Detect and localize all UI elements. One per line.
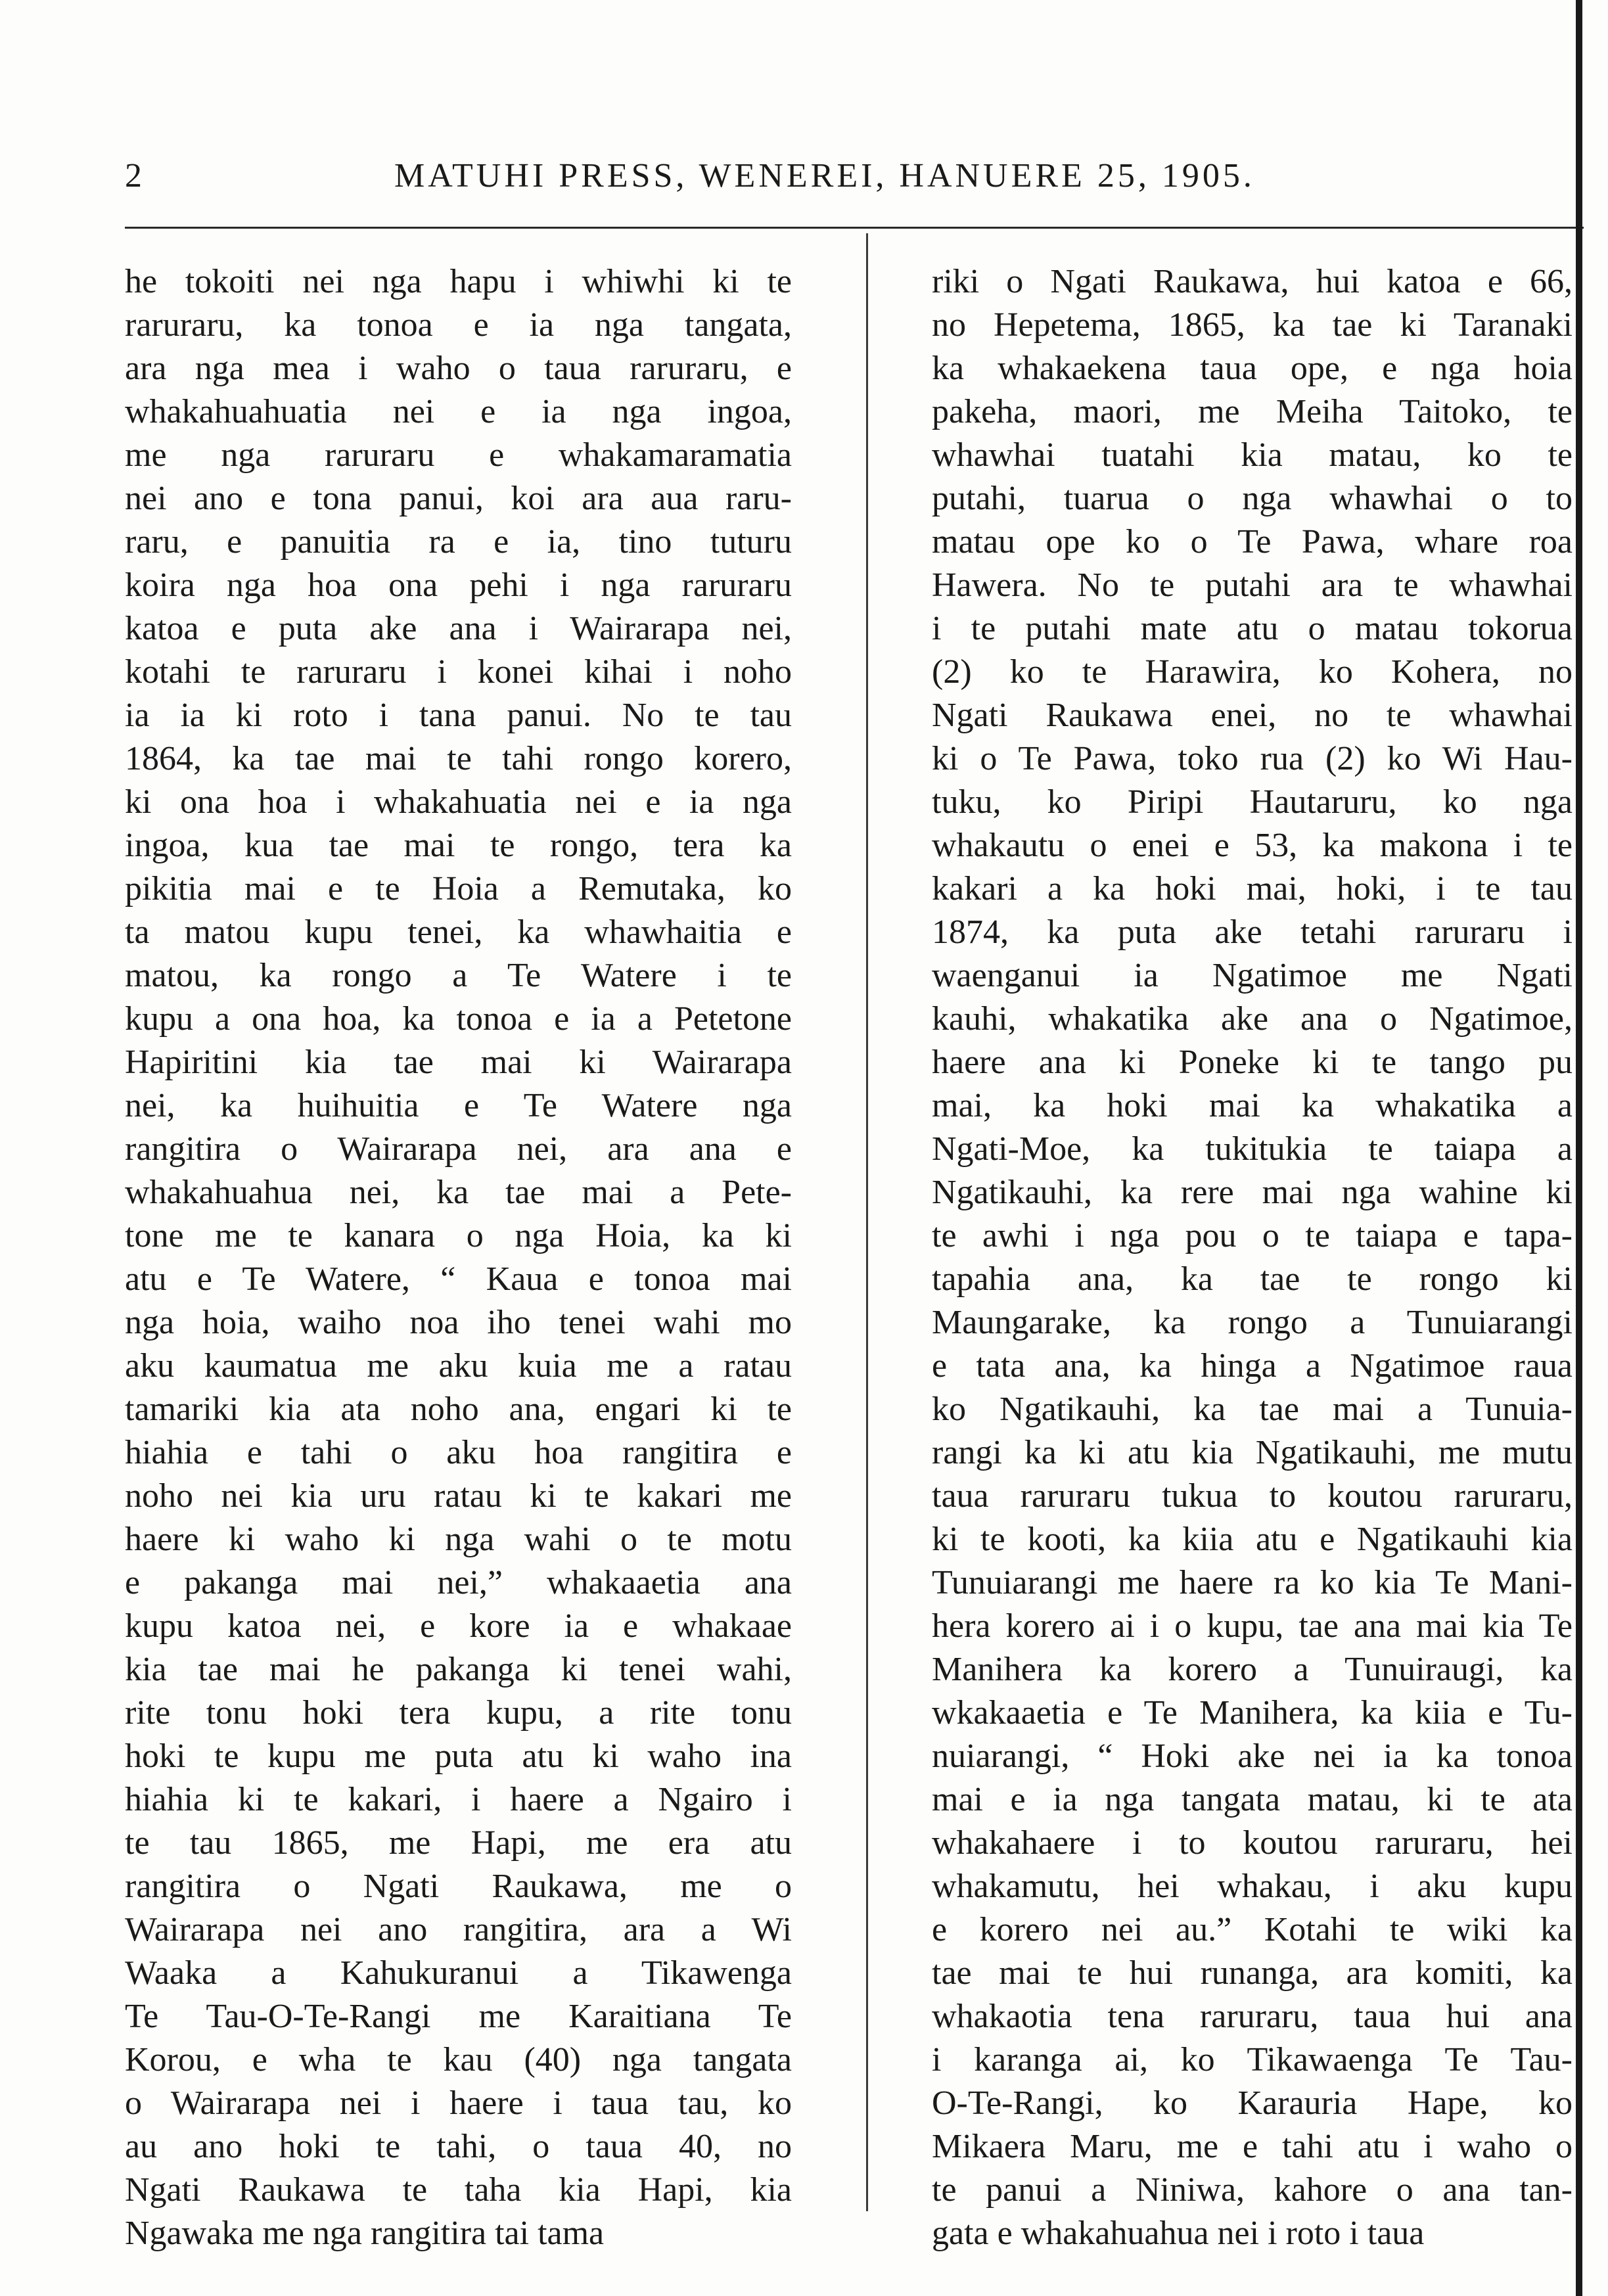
text-line: putahi, tuarua o nga whawhai o to <box>932 480 1573 517</box>
text-line: waenganui ia Ngatimoe me Ngati <box>932 957 1573 994</box>
text-line: O-Te-Rangi, ko Karauria Hape, ko <box>932 2084 1573 2122</box>
text-line: kotahi te raruraru i konei kihai i noho <box>125 653 792 691</box>
text-line: 1864, ka tae mai te tahi rongo korero, <box>125 740 792 777</box>
text-line: riki o Ngati Raukawa, hui katoa e 66, <box>932 263 1573 300</box>
text-line: Hapiritini kia tae mai ki Wairarapa <box>125 1044 792 1081</box>
scan-edge-mark <box>1576 0 1582 2296</box>
text-line: ia ia ki roto i tana panui. No te tau <box>125 697 792 734</box>
text-line: ingoa, kua tae mai te rongo, tera ka <box>125 827 792 864</box>
text-line: ka whakaekena taua ope, e nga hoia <box>932 350 1573 387</box>
text-line: kauhi, whakatika ake ana o Ngatimoe, <box>932 1000 1573 1038</box>
text-line: whakahaere i to koutou raruraru, hei <box>932 1824 1573 1862</box>
text-line: koira nga hoa ona pehi i nga raruraru <box>125 566 792 604</box>
text-line: Wairarapa nei ano rangitira, ara a Wi <box>125 1911 792 1948</box>
text-line: mai e ia nga tangata matau, ki te ata <box>932 1781 1573 1818</box>
text-line: haere ana ki Poneke ki te tango pu <box>932 1044 1573 1081</box>
right-column <box>932 260 1573 2255</box>
text-line: hiahia ki te kakari, i haere a Ngairo i <box>125 1781 792 1818</box>
text-line: whakautu o enei e 53, ka makona i te <box>932 827 1573 864</box>
text-line: Manihera ka korero a Tunuiraugi, ka <box>932 1651 1573 1688</box>
left-column <box>125 260 792 2255</box>
text-line: nei ano e tona panui, koi ara aua raru- <box>125 480 792 517</box>
text-line: whakaotia tena raruraru, taua hui ana <box>932 1998 1573 2035</box>
text-line: ki ona hoa i whakahuatia nei e ia nga <box>125 783 792 821</box>
text-line: ki te kooti, ka kiia atu e Ngatikauhi kia <box>932 1521 1573 1558</box>
text-line: he tokoiti nei nga hapu i whiwhi ki te <box>125 263 792 300</box>
text-line: rangitira o Ngati Raukawa, me o <box>125 1868 792 1905</box>
text-line: raruraru, ka tonoa e ia nga tangata, <box>125 306 792 344</box>
text-line: hoki te kupu me puta atu ki waho ina <box>125 1737 792 1775</box>
text-line: Ngati Raukawa te taha kia Hapi, kia <box>125 2171 792 2209</box>
text-line: pakeha, maori, me Meiha Taitoko, te <box>932 393 1573 430</box>
text-line: ki o Te Pawa, toko rua (2) ko Wi Hau- <box>932 740 1573 777</box>
text-line: nuiarangi, “ Hoki ake nei ia ka tonoa <box>932 1737 1573 1775</box>
text-line: nei, ka huihuitia e Te Watere nga <box>125 1087 792 1124</box>
text-line: kia tae mai he pakanga ki tenei wahi, <box>125 1651 792 1688</box>
text-line: Mikaera Maru, me e tahi atu i waho o <box>932 2128 1573 2165</box>
text-line: i karanga ai, ko Tikawaenga Te Tau- <box>932 2041 1573 2078</box>
text-line: te panui a Niniwa, kahore o ana tan- <box>932 2171 1573 2209</box>
text-line: mai, ka hoki mai ka whakatika a <box>932 1087 1573 1124</box>
text-line: rangi ka ki atu kia Ngatikauhi, me mutu <box>932 1434 1573 1471</box>
text-line: whakamutu, hei whakau, i aku kupu <box>932 1868 1573 1905</box>
text-line: o Wairarapa nei i haere i taua tau, ko <box>125 2084 792 2122</box>
text-line: e tata ana, ka hinga a Ngatimoe raua <box>932 1347 1573 1385</box>
text-line: Ngati-Moe, ka tukitukia te taiapa a <box>932 1130 1573 1168</box>
text-line: rite tonu hoki tera kupu, a rite tonu <box>125 1694 792 1732</box>
text-line: taua raruraru tukua to koutou raruraru, <box>932 1477 1573 1515</box>
text-line: katoa e puta ake ana i Wairarapa nei, <box>125 610 792 647</box>
page-header <box>125 156 1439 202</box>
text-line: wkakaaetia e Te Manihera, ka kiia e Tu- <box>932 1694 1573 1732</box>
text-line: hera korero ai i o kupu, tae ana mai kia Te <box>932 1607 1573 1645</box>
text-line: kakari a ka hoki mai, hoki, i te tau <box>932 870 1573 907</box>
text-line: Ngati Raukawa enei, no te whawhai <box>932 697 1573 734</box>
text-line: e korero nei au.” Kotahi te wiki ka <box>932 1911 1573 1948</box>
text-line: haere ki waho ki nga wahi o te motu <box>125 1521 792 1558</box>
text-line: whawhai tuatahi kia matau, ko te <box>932 436 1573 474</box>
column-divider <box>866 233 868 2211</box>
text-line: au ano hoki te tahi, o taua 40, no <box>125 2128 792 2165</box>
text-line: i te putahi mate atu o matau tokorua <box>932 610 1573 647</box>
text-line: tae mai te hui runanga, ara komiti, ka <box>932 1954 1573 1992</box>
text-line: te awhi i nga pou o te taiapa e tapa- <box>932 1217 1573 1254</box>
text-line: me nga raruraru e whakamaramatia <box>125 436 792 474</box>
text-line: nga hoia, waiho noa iho tenei wahi mo <box>125 1304 792 1341</box>
header-rule <box>125 227 1584 229</box>
text-line: ko Ngatikauhi, ka tae mai a Tunuia- <box>932 1390 1573 1428</box>
text-line: Tunuiarangi me haere ra ko kia Te Mani- <box>932 1564 1573 1601</box>
text-line: Korou, e wha te kau (40) nga tangata <box>125 2041 792 2078</box>
text-line: pikitia mai e te Hoia a Remutaka, ko <box>125 870 792 907</box>
text-line: tamariki kia ata noho ana, engari ki te <box>125 1390 792 1428</box>
text-line: kupu katoa nei, e kore ia e whakaae <box>125 1607 792 1645</box>
text-line: 1874, ka puta ake tetahi raruraru i <box>932 913 1573 951</box>
text-line: tuku, ko Piripi Hautaruru, ko nga <box>932 783 1573 821</box>
text-line: whakahuahuatia nei e ia nga ingoa, <box>125 393 792 430</box>
text-line: noho nei kia uru ratau ki te kakari me <box>125 1477 792 1515</box>
text-line: hiahia e tahi o aku hoa rangitira e <box>125 1434 792 1471</box>
text-line: tone me te kanara o nga Hoia, ka ki <box>125 1217 792 1254</box>
text-line: raru, e panuitia ra e ia, tino tuturu <box>125 523 792 561</box>
text-line: tapahia ana, ka tae te rongo ki <box>932 1260 1573 1298</box>
text-line: Maungarake, ka rongo a Tunuiarangi <box>932 1304 1573 1341</box>
text-line: atu e Te Watere, “ Kaua e tonoa mai <box>125 1260 792 1298</box>
text-line: gata e whakahuahua nei i roto i taua <box>932 2215 1425 2252</box>
text-line: whakahuahua nei, ka tae mai a Pete- <box>125 1174 792 1211</box>
text-line: matau ope ko o Te Pawa, whare roa <box>932 523 1573 561</box>
text-line: ara nga mea i waho o taua raruraru, e <box>125 350 792 387</box>
text-line: te tau 1865, me Hapi, me era atu <box>125 1824 792 1862</box>
text-line: Hawera. No te putahi ara te whawhai <box>932 566 1573 604</box>
text-line: ta matou kupu tenei, ka whawhaitia e <box>125 913 792 951</box>
text-line: no Hepetema, 1865, ka tae ki Taranaki <box>932 306 1573 344</box>
text-line: rangitira o Wairarapa nei, ara ana e <box>125 1130 792 1168</box>
text-line: aku kaumatua me aku kuia me a ratau <box>125 1347 792 1385</box>
text-line: Ngatikauhi, ka rere mai nga wahine ki <box>932 1174 1573 1211</box>
text-line: e pakanga mai nei,” whakaaetia ana <box>125 1564 792 1601</box>
text-line: Ngawaka me nga rangitira tai tama <box>125 2215 605 2252</box>
text-line: (2) ko te Harawira, ko Kohera, no <box>932 653 1573 691</box>
page-number: 2 <box>125 157 143 195</box>
text-line: matou, ka rongo a Te Watere i te <box>125 957 792 994</box>
text-line: Te Tau-O-Te-Rangi me Karaitiana Te <box>125 1998 792 2035</box>
text-line: kupu a ona hoa, ka tonoa e ia a Petetone <box>125 1000 792 1038</box>
text-line: Waaka a Kahukuranui a Tikawenga <box>125 1954 792 1992</box>
masthead-title: MATUHI PRESS, WENEREI, HANUERE 25, 1905. <box>394 157 1255 195</box>
